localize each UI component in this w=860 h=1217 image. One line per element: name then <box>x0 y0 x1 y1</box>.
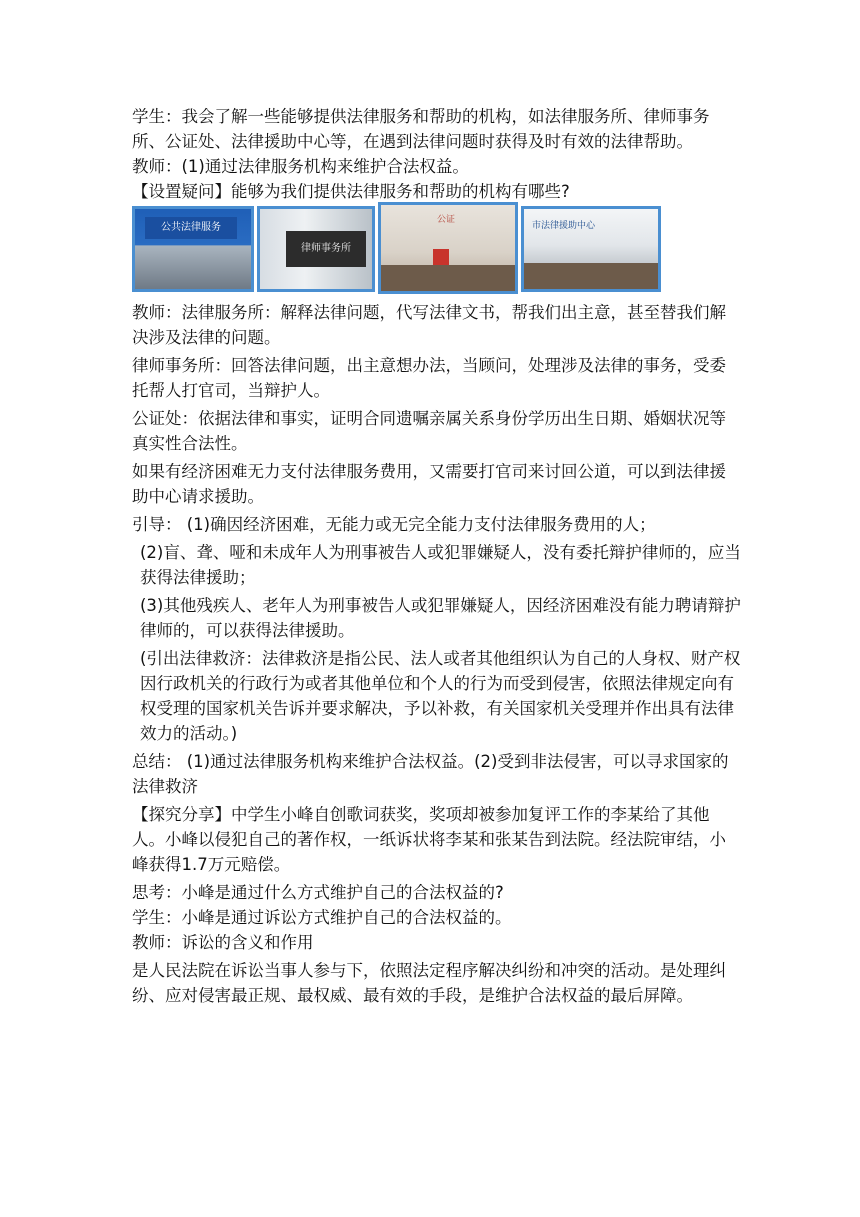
paragraph-guide-3: (3)其他残疾人、老年人为刑事被告人或犯罪嫌疑人，因经济困难没有能力聘请辩护律师的，可以获得法律援助。 <box>140 596 741 640</box>
desk-shape <box>381 265 515 291</box>
photo-caption: 公证 <box>436 215 455 225</box>
paragraph-explore-share: 【探究分享】中学生小峰自创歌词获奖，奖项却被参加复评工作的李某给了其他人。小峰以侵犯自己的著作权，一纸诉状将李某和张某告到法院。经法院审结，小峰获得1.7万元赔偿。 <box>132 805 726 874</box>
photo-law-firm <box>257 206 375 292</box>
paragraph-legal-service-office: 教师：法律服务所：解释法律问题，代写法律文书，帮我们出主意，甚至替我们解决涉及法律的问题。 <box>132 303 726 347</box>
paragraph-teacher-lawsuit: 教师：诉讼的含义和作用 <box>132 933 314 952</box>
photo-caption: 市法律援助中心 <box>532 221 596 231</box>
paragraph-notary: 公证处：依据法律和事实，证明合同遗嘱亲属关系身份学历出生日期、婚姻状况等真实性合法性。 <box>132 409 726 453</box>
paragraph-student-answer: 学生：我会了解一些能够提供法律服务和帮助的机构，如法律服务所、律师事务所、公证处、法律援助中心等，在遇到法律问题时获得及时有效的法律帮助。 <box>132 107 710 151</box>
paragraph-think: 思考：小峰是通过什么方式维护自己的合法权益的? <box>132 883 504 902</box>
paragraph-student-reply: 学生：小峰是通过诉讼方式维护自己的合法权益的。 <box>132 908 512 927</box>
photo-notary-office <box>378 202 518 294</box>
document-body <box>132 104 742 1008</box>
desk-shape <box>524 263 658 289</box>
paragraph-legal-remedy: (引出法律救济：法律救济是指公民、法人或者其他组织认为自己的人身权、财产权因行政机关的行政行为或者其他单位和个人的行为而受到侵害，依照法律规定向有权受理的国家机关告诉并要求解决，予以补救，有关国家机关受理并作出具有法律效力的活动。) <box>140 649 741 743</box>
paragraph-legal-aid: 如果有经济困难无力支付法律服务费用，又需要打官司来讨回公道，可以到法律援助中心请求援助。 <box>132 462 726 506</box>
photo-caption: 律师事务所 <box>286 231 366 267</box>
paragraph-summary: 总结： (1)通过法律服务机构来维护合法权益。(2)受到非法侵害，可以寻求国家的法律救济 <box>132 752 729 796</box>
photo-legal-aid-center <box>521 206 661 292</box>
paragraph-lawsuit-definition: 是人民法院在诉讼当事人参与下，依照法定程序解决纠纷和冲突的活动。是处理纠纷、应对侵害最正规、最权威、最有效的手段，是维护合法权益的最后屏障。 <box>132 961 726 1005</box>
photo-public-legal-service <box>132 206 254 292</box>
photo-caption: 公共法律服务 <box>145 217 237 239</box>
paragraph-question: 【设置疑问】能够为我们提供法律服务和帮助的机构有哪些? <box>132 182 570 201</box>
paragraph-teacher-point-1: 教师：(1)通过法律服务机构来维护合法权益。 <box>132 157 469 176</box>
paragraph-law-firm: 律师事务所：回答法律问题，出主意想办法，当顾问，处理涉及法律的事务，受委托帮人打官司，当辩护人。 <box>132 356 726 400</box>
photo-strip <box>132 206 742 296</box>
paragraph-guide-2: (2)盲、聋、哑和未成年人为刑事被告人或犯罪嫌疑人，没有委托辩护律师的，应当获得法律援助； <box>140 543 741 587</box>
paragraph-guide-1: 引导： (1)确因经济困难，无能力或无完全能力支付法律服务费用的人； <box>132 515 656 534</box>
